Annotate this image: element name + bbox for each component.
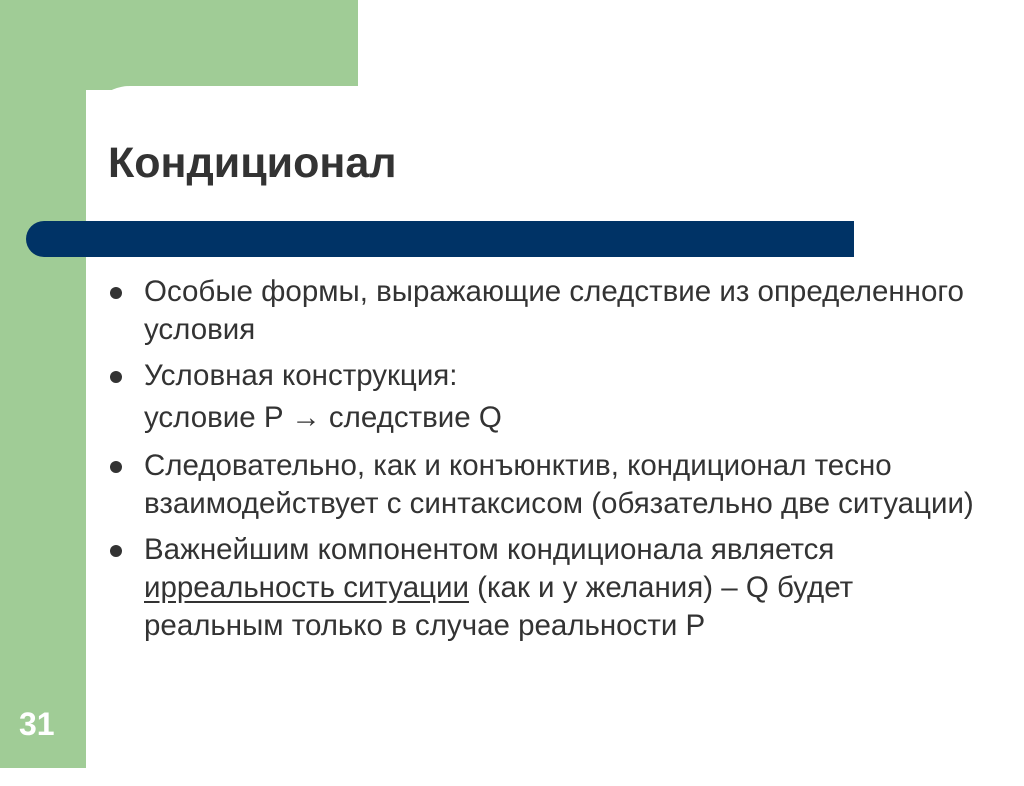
bullet-text: Следовательно, как и конъюнктив, кондиционал тесно взаимодействует с синтаксисом (обязательно две ситуации): [144, 449, 974, 520]
bullet-text-after: (как и у желания) – Q будет реальным только в случае реальности P: [144, 571, 854, 642]
slide-title: Кондиционал: [108, 139, 397, 187]
bullet-text: Условная конструкция:: [144, 359, 458, 392]
bullet-item: [102, 273, 982, 349]
slide-number: 31: [19, 706, 55, 742]
underlined-term: ирреальность ситуации: [144, 571, 469, 604]
title-underline-bar: [26, 221, 854, 257]
bullet-item: [102, 447, 982, 523]
bullet-text-before: Важнейшим компонентом кондиционала является: [144, 533, 835, 566]
bullet-item: [102, 357, 982, 395]
bullet-item: [102, 531, 982, 645]
decorative-green-left: [0, 0, 86, 768]
bullet-list: [102, 273, 982, 653]
formula-line: [102, 399, 982, 437]
formula-text: условие P → следствие Q: [144, 401, 502, 434]
bullet-text: Особые формы, выражающие следствие из определенного условия: [144, 275, 964, 346]
